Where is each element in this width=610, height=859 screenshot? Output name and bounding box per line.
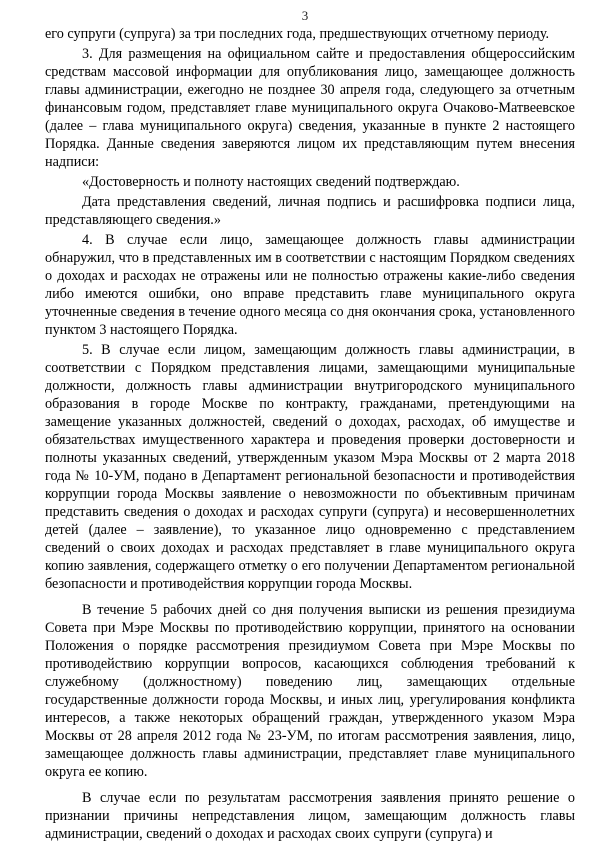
paragraph-quote-line-1: «Достоверность и полноту настоящих сведений подтверждаю. [82, 174, 460, 190]
paragraph-item-4: 4. В случае если лицо, замещающее должность главы администрации обнаружил, что в представленных им в соответствии с настоящим Порядком сведениях о доходах и расходах не отражены или не полностью отражены какие-либо сведения либо имеются ошибки, оно вправе представить главе муниципального округа уточненные сведения в течение одного месяца со дня окончания срока, установленного пунктом 3 настоящего Порядка. [45, 232, 575, 338]
paragraph-recognition: В случае если по результатам рассмотрения заявления принято решение о признании причины непредставления лицом, замещающим должность главы администрации, сведений о доходах и расходах своих супруги (супруга) и [45, 790, 575, 842]
paragraph-quote-line-2: Дата представления сведений, личная подпись и расшифровка подписи лица, представляющего сведения.» [45, 194, 575, 228]
paragraph-five-days: В течение 5 рабочих дней со дня получения выписки из решения президиума Совета при Мэре Москвы по противодействию коррупции, принятого на основании Положения о порядке рассмотрения президиумом Совета при Мэре Москвы по противодействию коррупции вопросов, касающихся соблюдения требований к служебному (должностному) поведению лиц, замещающих отдельные государственные должности города Москвы, и иных лиц, урегулирования конфликта интересов, а также некоторых обращений граждан, утвержденного указом Мэра Москвы от 28 апреля 2012 года № 23-УМ, по итогам рассмотрения заявления, лицо, замещающее должность главы администрации, представляет главе муниципального округа ее копию. [45, 602, 575, 780]
paragraph-item-3: 3. Для размещения на официальном сайте и предоставления общероссийским средствам массовой информации для опубликования лицо, замещающее должность главы администрации, ежегодно не позднее 30 апреля года, следующего за отчетным финансовым годом, представляет главе муниципального округа Очаково-Матвеевское (далее – глава муниципального округа) сведения, указанные в пункте 2 настоящего Порядка. Данные сведения заверяются лицом их представляющим путем внесения надписи: [45, 46, 575, 170]
paragraph-item-5: 5. В случае если лицом, замещающим должность главы администрации, в соответствии с Порядком представления лицами, замещающими муниципальные должности, должность главы администрации внутригородского муниципального образования в городе Москве по контракту, гражданами, претендующими на замещение указанных должностей, сведений о доходах, расходах, об имуществе и обязательствах имущественного характера и проведения проверки достоверности и полноты указанных сведений, утвержденным указом Мэра Москвы от 2 марта 2018 года № 10-УМ, подано в Департамент региональной безопасности и противодействия коррупции города Москвы заявление о невозможности по объективным причинам представить сведения о доходах и расходах супруги (супруга) и несовершеннолетних детей (далее – заявление), то указанное лицо одновременно с представлением сведений о своих доходах и расходах представляет в главе муниципального округа копию заявления, содержащего отметку о его получении Департаментом региональной безопасности и противодействия коррупции города Москвы. [45, 342, 575, 592]
page-number: 3 [301, 8, 309, 23]
document-body [45, 25, 575, 843]
paragraph-continuation: его супруги (супруга) за три последних года, предшествующих отчетному периоду. [45, 26, 550, 42]
